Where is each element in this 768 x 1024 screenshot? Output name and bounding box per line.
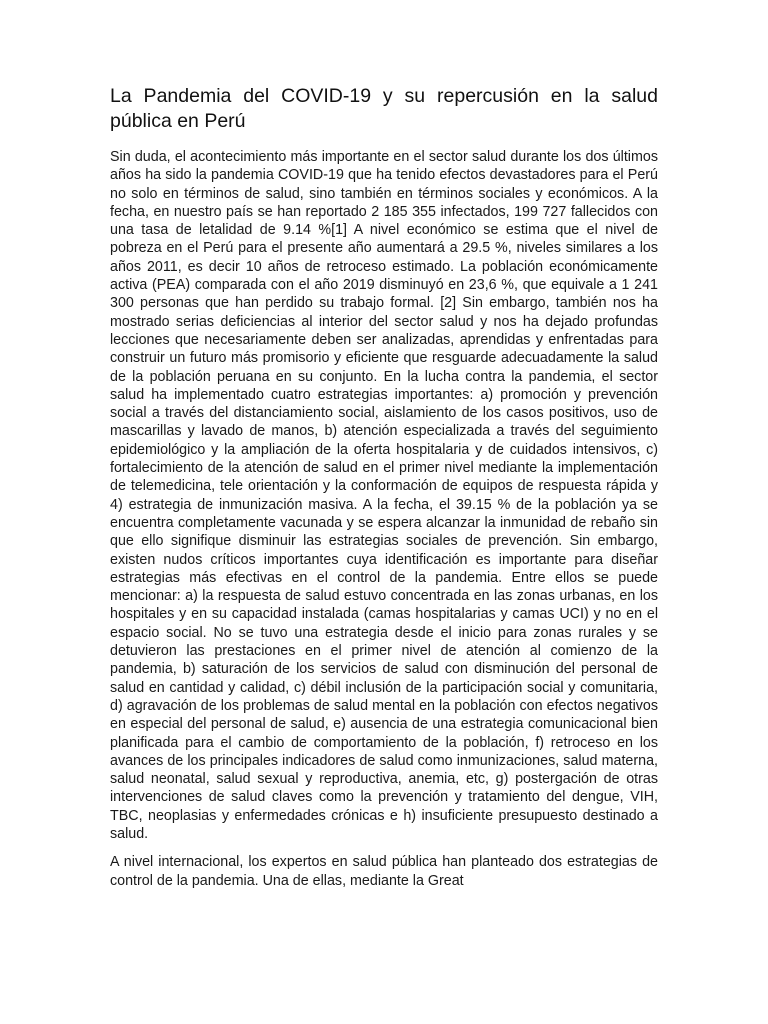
paragraph-2: A nivel internacional, los expertos en salud pública han planteado dos estrategias de control de la pandemia. Una de ellas, mediante la Great: [110, 854, 658, 889]
document-title: La Pandemia del COVID-19 y su repercusión en la salud pública en Perú: [110, 85, 658, 132]
paragraph-1: Sin duda, el acontecimiento más importante en el sector salud durante los dos últimos años ha sido la pandemia COVID-19 que ha tenido efectos devastadores para el Perú no solo en términos de salud, sino también en términos sociales y económicos. A la fecha, en nuestro país se han reportado 2 185 355 infectados, 199 727 fallecidos con una tasa de letalidad de 9.14 %[1] A nivel económico se estima que el nivel de pobreza en el Perú para el presente año aumentará a 29.5 %, niveles similares a los años 2011, es decir 10 años de retroceso estimado. La población económicamente activa (PEA) comparada con el año 2019 disminuyó en 23,6 %, que equivale a 1 241 300 personas que han perdido su trabajo formal. [2] Sin embargo, también nos ha mostrado serias deficiencias al interior del sector salud y nos ha dejado profundas lecciones que necesariamente deben ser analizadas, aprendidas y enfrentadas para construir un futuro más promisorio y eficiente que resguarde adecuadamente la salud de la población peruana en su conjunto. En la lucha contra la pandemia, el sector salud ha implementado cuatro estrategias importantes: a) promoción y prevención social a través del distanciamiento social, aislamiento de los casos positivos, uso de mascarillas y lavado de manos, b) atención especializada a través del seguimiento epidemiológico y la ampliación de la oferta hospitalaria y de cuidados intensivos, c) fortalecimiento de la atención de salud en el primer nivel mediante la implementación de telemedicina, tele orientación y la conformación de equipos de respuesta rápida y 4) estrategia de inmunización masiva. A la fecha, el 39.15 % de la población ya se encuentra completamente vacunada y se espera alcanzar la inmunidad de rebaño sin que ello signifique disminuir las estrategias sociales de prevención. Sin embargo, existen nudos críticos importantes cuya identificación es importante para diseñar estrategias más efectivas en el control de la pandemia. Entre ellos se puede mencionar: a) la respuesta de salud estuvo concentrada en las zonas urbanas, en los hospitales y en su capacidad instalada (camas hospitalarias y camas UCI) y no en el espacio social. No se tuvo una estrategia desde el inicio para zonas rurales y se detuvieron las prestaciones en el primer nivel de atención al comienzo de la pandemia, b) saturación de los servicios de salud con disminución del personal de salud en cantidad y calidad, c) débil inclusión de la participación social y comunitaria, d) agravación de los problemas de salud mental en la población con efectos negativos en especial del personal de salud, e) ausencia de una estrategia comunicacional bien planificada para el cambio de comportamiento de la población, f) retroceso en los avances de los principales indicadores de salud como inmunizaciones, salud materna, salud neonatal, salud sexual y reproductiva, anemia, etc, g) postergación de otras intervenciones de salud claves como la prevención y tratamiento del dengue, VIH, TBC, neoplasias y enfermedades crónicas e h) insuficiente presupuesto destinado a salud.: [110, 149, 658, 842]
document-page: [110, 84, 658, 900]
